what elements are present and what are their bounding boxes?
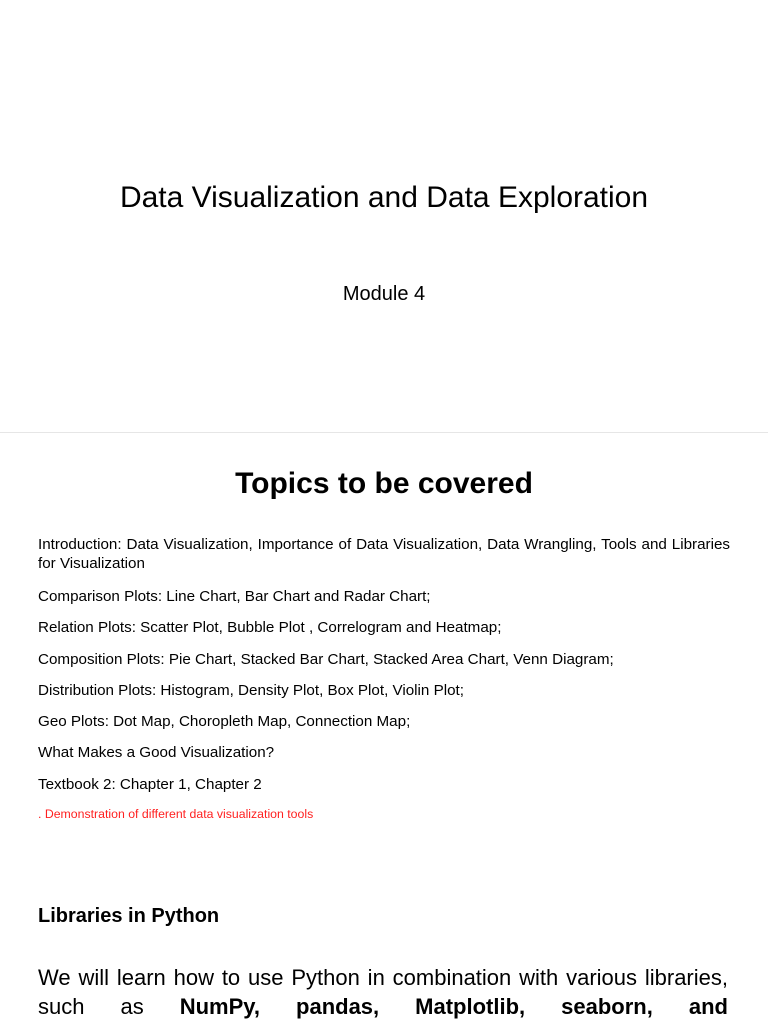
list-item: Distribution Plots: Histogram, Density Plot, Box Plot, Violin Plot; (38, 681, 464, 699)
list-item: Geo Plots: Dot Map, Choropleth Map, Connection Map; (38, 713, 411, 731)
honeycomb-decoration-top (0, 0, 768, 120)
slide-subtitle: Module 4 (342, 283, 426, 305)
list-item: Relation Plots: Scatter Plot, Bubble Plot , Correlogram and Heatmap; (38, 619, 502, 637)
list-item: Comparison Plots: Line Chart, Bar Chart and Radar Chart; (38, 588, 431, 605)
list-item: Introduction: Data Visualization, Importance of Data Visualization, Data Wrangling, Tools and Libraries for Visualization (38, 536, 730, 572)
list-item: What Makes a Good Visualization? (38, 744, 275, 762)
libraries-body-text: We will learn how to use Python in combination with various libraries, such as (38, 965, 728, 1019)
slide-title-heading: Data Visualization and Data Exploration (119, 181, 649, 214)
list-item: Textbook 2: Chapter 1, Chapter 2 (38, 775, 262, 793)
libraries-names: NumPy, pandas, Matplotlib, seaborn, and (179, 994, 728, 1019)
slide-topics (0, 432, 768, 863)
topics-list (38, 535, 730, 822)
honeycomb-decoration-bottom (0, 350, 768, 432)
slide-title (0, 0, 768, 432)
demonstration-note: . Demonstration of different data visualization tools (38, 807, 314, 822)
list-item: Composition Plots: Pie Chart, Stacked Bar Chart, Stacked Area Chart, Venn Diagram; (38, 650, 614, 668)
slide-libraries (0, 863, 768, 1025)
libraries-body (38, 963, 728, 1021)
topics-title: Topics to be covered (235, 467, 533, 500)
libraries-heading: Libraries in Python (38, 905, 220, 927)
